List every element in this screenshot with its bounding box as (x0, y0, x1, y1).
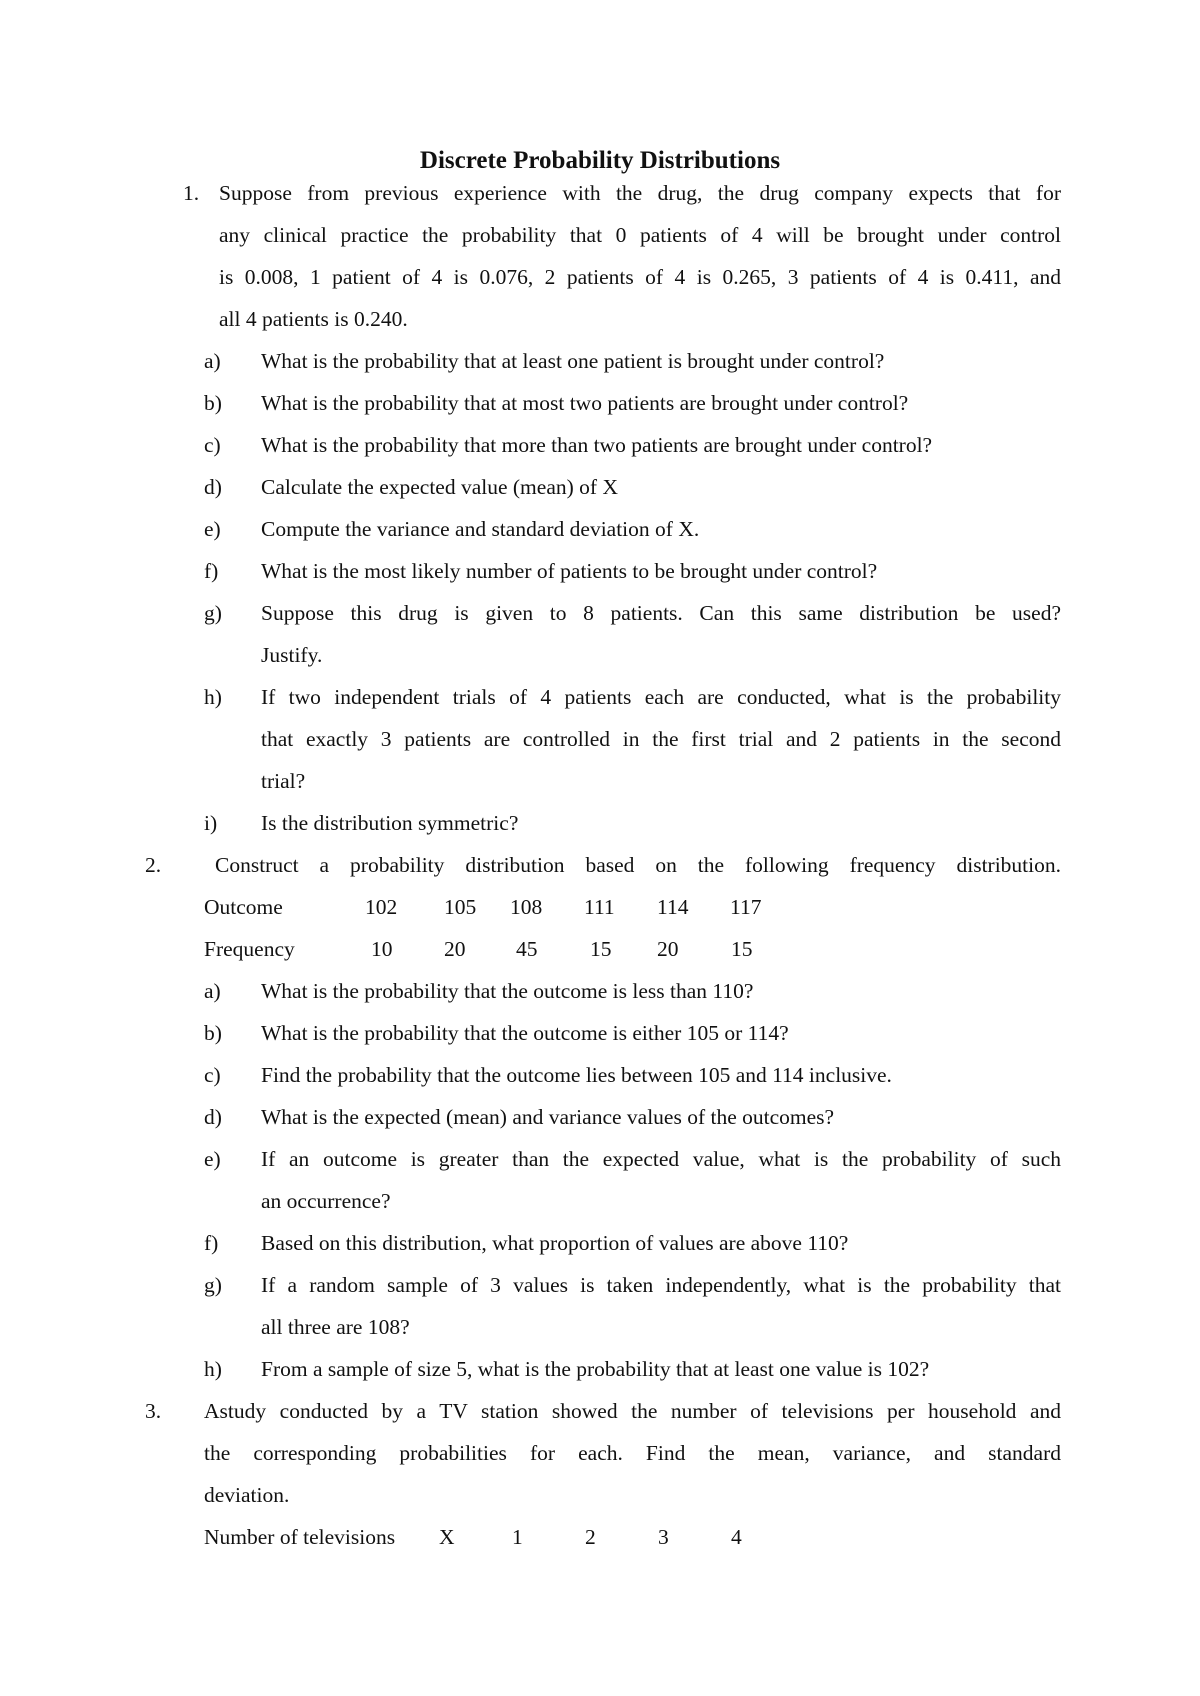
frequency-value: 15 (731, 937, 753, 961)
outcome-label: Outcome (204, 895, 283, 919)
q1-number: 1. (183, 181, 200, 205)
frequency-value: 15 (590, 937, 612, 961)
q1-part-label: f) (204, 559, 219, 583)
tv-value: 3 (658, 1525, 669, 1549)
tv-variable: X (439, 1525, 455, 1549)
q2-part-text: If a random sample of 3 values is taken independently, what is the probability that (261, 1273, 1061, 1297)
q2-part-text: What is the probability that the outcome is either 105 or 114? (261, 1021, 789, 1045)
q2-part-label: e) (204, 1147, 221, 1171)
q3-text-line: the corresponding probabilities for each. Find the mean, variance, and standard (204, 1441, 1061, 1465)
q1-text-line: any clinical practice the probability that 0 patients of 4 will be brought under control (219, 223, 1061, 247)
q3-number: 3. (145, 1399, 162, 1423)
frequency-value: 20 (444, 937, 466, 961)
q2-part-label: c) (204, 1063, 221, 1087)
q1-part-text: Calculate the expected value (mean) of X (261, 475, 618, 499)
q2-part-label: f) (204, 1231, 219, 1255)
q1-part-label: c) (204, 433, 221, 457)
q2-part-label: d) (204, 1105, 222, 1129)
q2-part-text: Find the probability that the outcome lies between 105 and 114 inclusive. (261, 1063, 892, 1087)
q1-part-label: b) (204, 391, 222, 415)
q2-part-label: g) (204, 1273, 222, 1297)
outcome-value: 111 (584, 895, 615, 919)
q2-part-label: b) (204, 1021, 222, 1045)
frequency-label: Frequency (204, 937, 295, 961)
q1-part-text: Compute the variance and standard deviation of X. (261, 517, 700, 541)
tv-count-label: Number of televisions (204, 1525, 396, 1549)
q2-part-text: What is the probability that the outcome is less than 110? (261, 979, 754, 1003)
frequency-value: 20 (657, 937, 679, 961)
outcome-value: 114 (657, 895, 689, 919)
q1-part-text: What is the probability that more than two patients are brought under control? (261, 433, 933, 457)
frequency-value: 10 (371, 937, 393, 961)
q2-intro: Construct a probability distribution based on the following frequency distribution. (215, 853, 1061, 877)
outcome-value: 102 (365, 895, 398, 919)
q2-number: 2. (145, 853, 162, 877)
q1-text-line: is 0.008, 1 patient of 4 is 0.076, 2 patients of 4 is 0.265, 3 patients of 4 is 0.411, and (219, 265, 1061, 289)
q1-part-text: What is the probability that at most two patients are brought under control? (261, 391, 909, 415)
q1-part-text: trial? (261, 769, 306, 793)
q3-text-line: deviation. (204, 1483, 290, 1507)
q1-text-line: all 4 patients is 0.240. (219, 307, 408, 331)
q1-text-line: Suppose from previous experience with the drug, the drug company expects that for (219, 181, 1061, 205)
q1-part-label: e) (204, 517, 221, 541)
tv-value: 2 (585, 1525, 596, 1549)
outcome-value: 108 (510, 895, 543, 919)
outcome-value: 105 (444, 895, 477, 919)
page-title: Discrete Probability Distributions (419, 147, 781, 174)
frequency-value: 45 (516, 937, 538, 961)
q2-part-text: What is the expected (mean) and variance values of the outcomes? (261, 1105, 835, 1129)
outcome-value: 117 (730, 895, 762, 919)
q1-part-label: d) (204, 475, 222, 499)
q1-part-text: What is the probability that at least one patient is brought under control? (261, 349, 885, 373)
q2-part-text: an occurrence? (261, 1189, 391, 1213)
q1-part-text: Is the distribution symmetric? (261, 811, 519, 835)
q1-part-label: a) (204, 349, 221, 373)
q1-part-label: g) (204, 601, 222, 625)
q2-part-label: h) (204, 1357, 222, 1381)
q3-text-line: Astudy conducted by a TV station showed the number of televisions per household and (204, 1399, 1061, 1423)
q2-part-label: a) (204, 979, 221, 1003)
q1-part-text: If two independent trials of 4 patients each are conducted, what is the probability (261, 685, 1061, 709)
q1-part-text: Suppose this drug is given to 8 patients. Can this same distribution be used? (261, 601, 1061, 625)
q2-part-text: all three are 108? (261, 1315, 410, 1339)
q1-part-text: What is the most likely number of patients to be brought under control? (261, 559, 878, 583)
tv-value: 1 (512, 1525, 523, 1549)
q2-part-text: If an outcome is greater than the expected value, what is the probability of such (261, 1147, 1061, 1171)
q1-part-label: h) (204, 685, 222, 709)
tv-value: 4 (731, 1525, 742, 1549)
q1-part-text: Justify. (261, 643, 323, 667)
q2-part-text: Based on this distribution, what proportion of values are above 110? (261, 1231, 849, 1255)
q2-part-text: From a sample of size 5, what is the probability that at least one value is 102? (261, 1357, 930, 1381)
q1-part-text: that exactly 3 patients are controlled in the first trial and 2 patients in the second (261, 727, 1061, 751)
q1-part-label: i) (204, 811, 218, 835)
